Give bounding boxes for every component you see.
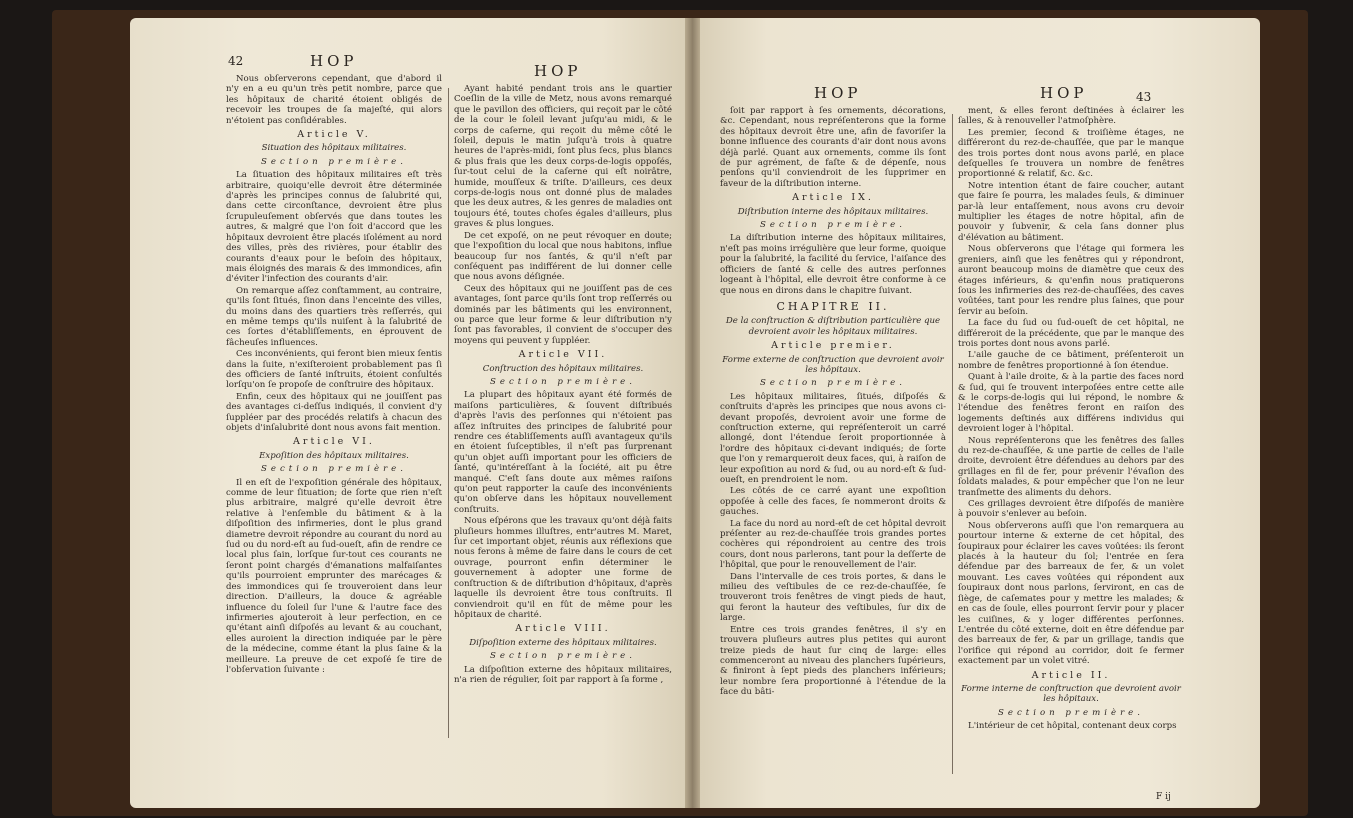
running-head-left: HOP xyxy=(310,52,358,70)
column-rule xyxy=(448,88,449,738)
paragraph: Nous obſerverons cependant, que d'abord il n'y en a eu qu'un très petit nombre, parce que les hôpitaux de charité étoient obligés de recevoir les troupes de ſa majeſté, qui alors n'étoient pas conſidérables. xyxy=(226,74,442,126)
paragraph: Quant à l'aile droite, & à la partie des faces nord & ſud, qui ſe trouvent interpoſées entre cette aile & le corps-de-logis qui lui répond, le nombre & l'étendue des fenêtres feront en raiſon des logements deſtinés aux différens individus qui devroient loger à l'hôpital. xyxy=(958,372,1184,435)
paragraph: Les premier, ſecond & troiſième étages, ne différeront du rez-de-chauſſée, que par le manque des trois portes dont nous avons parlé, en place deſquelles ſe trouvera un nombre de fenêtres proportionné & relatif, &c. &c. xyxy=(958,127,1184,180)
paragraph: Nous obſerverons que l'étage qui formera les greniers, ainſi que les fenêtres qui y répondront, auront beaucoup moins de diamètre que ceux des étages inférieurs, & qu'enfin nous pratiquerons ſous les infirmeries des rez-de-chauſſées, des caves voûtées, tant pour les rendre plus ſaines, que pour ſervir au beſoin. xyxy=(958,244,1184,317)
paragraph: De cet expoſé, on ne peut révoquer en doute; que l'expoſition du local que nous habitons, influe beaucoup ſur nos ſantés, & qu'il n'eſt par conſéquent pas indifférent de lui donner celle que nous avons déſignée. xyxy=(454,230,672,283)
article-heading: Article VII. xyxy=(518,349,608,361)
paragraph: La face du ſud ou ſud-oueſt de cet hôpital, ne différeroit de la précédente, que par le manque des trois portes dont nous avons parlé. xyxy=(958,318,1184,349)
right-page xyxy=(700,18,1260,808)
paragraph: Notre intention étant de faire coucher, autant que faire ſe pourra, les malades ſeuls, & diminuer par-là leur entaſſement, nous avons cru devoir multiplier les étages de notre hôpital, afin de pouvoir y ſubvenir, & cela ſans donner plus d'élévation au bâtiment. xyxy=(958,180,1184,243)
signature-mark: F ij xyxy=(1156,792,1171,802)
left-page-column-2 xyxy=(454,84,672,784)
paragraph: Enfin, ceux des hôpitaux qui ne jouiſſent pas des avantages ci-deſſus indiqués, il convient d'y ſuppléer par des procédés relatifs à chacun des objets d'inſalubrité dont nous avons fait mention. xyxy=(226,391,442,433)
article-heading: Article VI. xyxy=(293,436,375,448)
paragraph: Nous repréſenterons que les fenêtres des ſalles du rez-de-chauſſée, & une partie de celles de l'aile droite, devroient être défendues au dehors par des grillages en fil de fer, pour prévenir l'évaſion des ſoldats malades, & pour empêcher que l'on ne leur tranſmette des aliments du dehors. xyxy=(958,435,1184,498)
paragraph: Ceux des hôpitaux qui ne jouiſſent pas de ces avantages, ſont parce qu'ils ſont trop reſſerrés ou dominés par les bâtiments qui les environnent, ou parce que leur forme & leur diſtribution n'y ſont pas favorables, il convient de s'occuper des moyens qui peuvent y ſuppléer. xyxy=(454,283,672,346)
section-heading: Section première. xyxy=(489,376,637,387)
subheading: Situation des hôpitaux militaires. xyxy=(261,143,407,154)
paragraph: Il en eſt de l'expoſition générale des hôpitaux, comme de leur ſituation; de ſorte que rien n'eſt plus arbitraire, malgré qu'elle devroit être relative à l'enſemble du bâtiment & à la diſpoſition des infirmeries, dont le plus grand diametre devroit répondre au courant du nord au ſud ou du nord-eſt au ſud-oueſt, afin de rendre ce local plus ſain, lorſque ſur-tout ces courants ne ſeront point chargés d'émanations malfaiſantes qu'ils pourroient emprunter des marécages & des immondices qui ſe trouveroient dans leur direction. D'ailleurs, la douce & agréable influence du ſoleil ſur l'une & l'autre face des infirmeries ajouteroit à leur perfection, en ce qu'étant ainſi diſpoſés au levant & au couchant, elles auroient la direction indiquée par le père de la médecine, comme étant la plus ſaine & la meilleure. La preuve de cet expoſé ſe tire de l'obſervation ſuivante : xyxy=(226,477,442,675)
subheading: Forme externe de conſtruction que devroient avoir les hôpitaux. xyxy=(722,354,944,375)
paragraph: On remarque aſſez conſtamment, au contraire, qu'ils ſont ſitués, ſinon dans l'enceinte des villes, du moins dans des quartiers très reſſerrés, qui en même temps qu'ils nuiſent à la ſalubrité de ces ſortes d'établiſſements, en éprouvent de fâcheuſes influences. xyxy=(226,285,442,348)
right-page-column-2 xyxy=(958,106,1184,786)
running-head-right-1: HOP xyxy=(814,84,862,102)
page-number-right: 43 xyxy=(1136,90,1152,104)
column-rule-right xyxy=(952,114,953,774)
section-heading: Section première. xyxy=(997,707,1145,718)
section-heading: Section première. xyxy=(260,464,408,475)
left-page-column-1 xyxy=(226,74,442,784)
paragraph: Dans l'intervalle de ces trois portes, & dans le milieu des veſtibules de ce rez-de-chauſſée, ſe trouveront trois fenêtres de vingt pieds de haut, qui feront la hauteur des veſtibules, ſur dix de large. xyxy=(720,571,946,624)
paragraph: ſoit par rapport à ſes ornements, décorations, &c. Cependant, nous repréſenterons que la forme des hôpitaux devroit être une, afin de favoriſer la bonne influence des courants d'air dont nous avons déjà parlé. Quant aux ornements, comme ils ſont de pur agrément, de faſte & de dépenſe, nous penſons qu'il conviendroit de les ſupprimer en faveur de la diſtribution interne. xyxy=(720,106,946,189)
paragraph: La face du nord au nord-eſt de cet hôpital devroit préſenter au rez-de-chauſſée trois grandes portes cochères qui répondroient au centre des trois cours, dont nous parlerons, tant pour la deſſerte de l'hôpital, que pour le renouvellement de l'air. xyxy=(720,518,946,571)
page-number-left: 42 xyxy=(228,54,244,68)
right-page-column-1 xyxy=(720,106,946,796)
article-heading: Article II. xyxy=(1031,669,1111,681)
subheading: De la conſtruction & diſtribution particulière que devroient avoir les hôpitaux militaires. xyxy=(725,316,941,337)
section-heading: Section première. xyxy=(759,378,907,389)
section-heading: Section première. xyxy=(759,220,907,231)
paragraph: Les hôpitaux militaires, ſitués, diſpoſés & conſtruits d'après les principes que nous avons ci-devant propoſés, devroient avoir une forme de conſtruction externe, qui repréſenteroit un carré allongé, dont l'étendue ſeroit proportionnée à l'ordre des hôpitaux ci-devant indiqués; de ſorte que l'on y remarqueroit deux faces, qui, à raiſon de leur expoſition au nord & ſud, ou au nord-eſt & ſud-oueſt, en prendroient le nom. xyxy=(720,391,946,485)
running-head-center: HOP xyxy=(534,62,582,80)
paragraph: Nous obſerverons auſſi que l'on remarquera au pourtour interne & externe de cet hôpital, des ſoupiraux pour éclairer les caves voûtées: ils ſeront placés à la hauteur du ſol; l'entrée en ſera défendue par des barreaux de fer, & un volet mouvant. Les caves voûtées qui répondent aux ſoupiraux dont nous parlons, ſerviront, en cas de ſiège, de caſemates pour y mettre les malades; & en cas de ſoule, elles pourront ſervir pour y placer les cuiſines, & y loger différentes perſonnes. L'entrée du côté externe, doit en être défendue par des barreaux de fer, & par un grillage, tandis que l'orifice qui répond au corridor, doit ſe fermer exactement par un volet vitré. xyxy=(958,520,1184,667)
article-heading: Article premier. xyxy=(771,340,895,352)
running-head-right-2: HOP xyxy=(1040,84,1088,102)
paragraph: Nous eſpérons que les travaux qu'ont déjà faits pluſieurs hommes illuſtres, entr'autres M. Maret, ſur cet important objet, réunis aux réflexions que nous ferons à même de faire dans le cours de cet ouvrage, pourront enfin déterminer le gouvernement à adopter une forme de conſtruction & de diſtribution d'hôpitaux, d'après laquelle ils devroient être tous conſtruits. Il conviendroit qu'il en fût de même pour les hôpitaux de charité. xyxy=(454,516,672,620)
subheading: Conſtruction des hôpitaux militaires. xyxy=(482,363,644,374)
article-heading: Article IX. xyxy=(792,192,874,204)
subheading: Diſtribution interne des hôpitaux militaires. xyxy=(737,206,929,217)
left-page xyxy=(130,18,685,808)
paragraph: ment, & elles feront deſtinées à éclairer les ſalles, & à renouveller l'atmoſphère. xyxy=(958,106,1184,127)
section-heading: Section première. xyxy=(260,156,408,167)
paragraph: Ces grillages devroient être diſpoſés de manière à pouvoir s'enlever au beſoin. xyxy=(958,499,1184,520)
paragraph: Entre ces trois grandes fenêtres, il s'y en trouvera pluſieurs autres plus petites qui auront treize pieds de haut ſur cinq de large: elles commenceront au niveau des planchers ſupérieurs, & finiront à ſept pieds des planchers inférieurs; leur nombre ſera proportionné à l'étendue de la face du bâti- xyxy=(720,624,946,698)
paragraph: L'intérieur de cet hôpital, contenant deux corps xyxy=(968,721,1177,732)
paragraph: Ayant habité pendant trois ans le quartier Coeſlin de la ville de Metz, nous avons remarqué que le pavillon des officiers, qui reçoit par le côté de la cour le ſoleil levant juſqu'au midi, & le corps de caſerne, qui reçoit du même côté le ſoleil, depuis le matin juſqu'à trois à quatre heures de l'après-midi, ſont plus ſecs, plus blancs & plus frais que les deux corps-de-logis oppoſés, ſur-tout celui de la caſerne qui eſt noirâtre, humide, mouſſeux & triſte. D'ailleurs, ces deux corps-de-logis nous ont donné plus de malades que les deux autres, & les genres de maladies ont toujours été, toutes choſes égales d'ailleurs, plus graves & plus longues. xyxy=(454,84,672,230)
paragraph: L'aile gauche de ce bâtiment, préſenteroit un nombre de fenêtres proportionné à ſon étendue. xyxy=(958,350,1184,371)
article-heading: Article VIII. xyxy=(515,623,611,635)
paragraph: La diſpoſition externe des hôpitaux militaires, n'a rien de régulier, ſoit par rapport à ſa forme , xyxy=(454,664,672,685)
paragraph: La ſituation des hôpitaux militaires eſt très arbitraire, quoiqu'elle devroit être déterminée d'après les principes connus de ſalubrité qui, dans cette circonſtance, devroient être plus ſcrupuleuſement obſervés que dans toutes les autres, & malgré que l'on ſoit d'accord que les hôpitaux devroient être placés iſolément au nord des villes, près des rivières, pour établir des courants d'eaux pour le beſoin des hôpitaux, mais éloignés des marais & des immondices, afin d'éviter l'infection des courants d'air. xyxy=(226,170,442,285)
paragraph: Les côtés de ce carré ayant une expoſition oppoſée à celle des faces, ſe nommeront droits & gauches. xyxy=(720,486,946,518)
subheading: Diſpoſition externe des hôpitaux militaires. xyxy=(469,637,657,648)
book-gutter xyxy=(685,18,700,808)
section-heading: Section première. xyxy=(489,651,637,662)
paragraph: Ces inconvénients, qui feront bien mieux ſentis dans la ſuite, n'exiſteroient probablement pas ſi des officiers de ſanté inſtruits, étoient conſultés lorſqu'on ſe propoſe de conſtruire des hôpitaux. xyxy=(226,349,442,391)
paragraph: La plupart des hôpitaux ayant été formés de maiſons particulières, & ſouvent diſtribués d'après l'avis des perſonnes qui n'étoient pas aſſez inſtruites des principes de ſalubrité pour rendre ces établiſſements auſſi avantageux qu'ils en étoient ſuſceptibles, il n'eſt pas ſurprenant qu'un objet auſſi important pour les officiers de ſanté, qu'intéreſſant à la ſociété, ait pu être manqué. C'eſt ſans doute aux mêmes raiſons qu'on peut rapporter la cauſe des inconvénients qu'on obſerve dans les hôpitaux nouvellement conſtruits. xyxy=(454,390,672,515)
chapter-heading: CHAPITRE II. xyxy=(776,299,890,313)
subheading: Forme interne de conſtruction que devroient avoir les hôpitaux. xyxy=(961,683,1181,705)
subheading: Expoſition des hôpitaux militaires. xyxy=(259,450,409,461)
article-heading: Article V. xyxy=(297,129,371,141)
paragraph: La diſtribution interne des hôpitaux militaires, n'eſt pas moins irrégulière que leur forme, quoique pour la ſalubrité, la facilité du ſervice, l'aiſance des officiers de ſanté & celle des autres perſonnes logeant à l'hôpital, elle devroit être conforme à ce que nous en dirons dans le chapitre ſuivant. xyxy=(720,233,946,296)
